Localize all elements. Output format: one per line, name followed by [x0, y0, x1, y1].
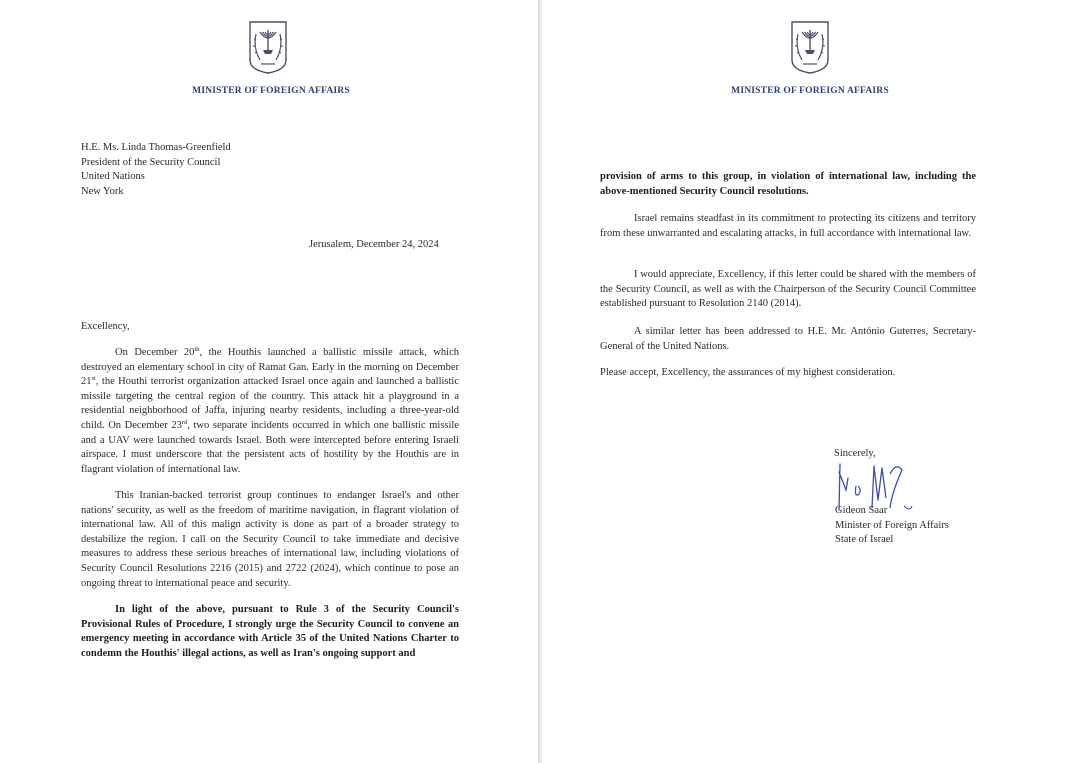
addressee-line: President of the Security Council	[81, 156, 221, 168]
state-emblem-icon	[790, 20, 830, 74]
ordinal-sup: th	[194, 346, 200, 353]
letter-page-1	[0, 0, 538, 763]
text-run: , two separate incidents occurred in which one ballistic missile and a UAV were launched towards Israel. Both were intercepted before entering Israeli airspace. I must underscore that the persistent acts of hostility by the Houthis are in flagrant violation of international law.	[81, 419, 459, 475]
closing-line: Please accept, Excellency, the assurances of my highest consideration.	[600, 367, 896, 378]
paragraph-4: Israel remains steadfast in its commitment to protecting its citizens and territory from these unwarranted and escalating attacks, in full accordance with international law.	[600, 213, 976, 239]
sincerely: Sincerely,	[834, 448, 876, 459]
signer-block	[835, 504, 949, 548]
signer-name: Gideon Saar	[835, 505, 888, 516]
ministry-title: MINISTER OF FOREIGN AFFAIRS	[731, 86, 889, 96]
paragraph-1	[81, 346, 459, 477]
signer-title: Minister of Foreign Affairs	[835, 519, 949, 531]
paragraph-continued: provision of arms to this group, in violation of international law, including the above-mentioned Security Council resolutions.	[600, 171, 976, 197]
ordinal-sup: rd	[181, 418, 188, 426]
text-run: On December 20	[115, 347, 195, 358]
text-run: , the Houthi terrorist organization attacked Israel once again and launched a ballistic missile targeting the central region of the country. This attack hit a playground in a residential neighborhood of Jaffa, injuring nearby residents, including a three-year-old child. On December 23	[81, 376, 459, 431]
addressee-block	[81, 141, 231, 199]
state-emblem-icon	[248, 20, 288, 74]
paragraph-5: I would appreciate, Excellency, if this letter could be shared with the members of the Security Council, as well as with the Chairperson of the Security Council Committee established pursuant to Resolution 2140 (2014).	[600, 269, 976, 310]
signer-state: State of Israel	[835, 534, 894, 546]
addressee-line: H.E. Ms. Linda Thomas-Greenfield	[81, 142, 231, 153]
letter-page-2	[542, 0, 1080, 763]
addressee-line: New York	[81, 185, 124, 197]
addressee-line: United Nations	[81, 171, 145, 183]
paragraph-6: A similar letter has been addressed to H.E. Mr. António Guterres, Secretary-General of the United Nations.	[600, 326, 976, 352]
text-run: , the Houthis launched a ballistic missile attack, which destroyed an elementary school in city of Ramat Gan. Early in the morning on December 21	[81, 347, 459, 388]
salutation: Excellency,	[81, 321, 130, 332]
paragraph-3: In light of the above, pursuant to Rule 3 of the Security Council's Provisional Rules of Procedure, I strongly urge the Security Council to convene an emergency meeting in accordance with Article 35 of the United Nations Charter to condemn the Houthis' illegal actions, as well as Iran's ongoing support and	[81, 604, 459, 659]
ordinal-sup: st	[91, 375, 96, 383]
paragraph-2: This Iranian-backed terrorist group continues to endanger Israel's and other nations' security, as well as the freedom of maritime navigation, in flagrant violation of international law. All of this malign activity is done as part of a broader strategy to destabilize the region. I call on the Security Council to take immediate and decisive measures to address these serious breaches of international law, including violations of Security Council Resolutions 2216 (2015) and 2722 (2024), which continue to pose an ongoing threat to international peace and security.	[81, 490, 459, 589]
letter-date: Jerusalem, December 24, 2024	[309, 239, 439, 250]
ministry-title: MINISTER OF FOREIGN AFFAIRS	[192, 86, 350, 96]
